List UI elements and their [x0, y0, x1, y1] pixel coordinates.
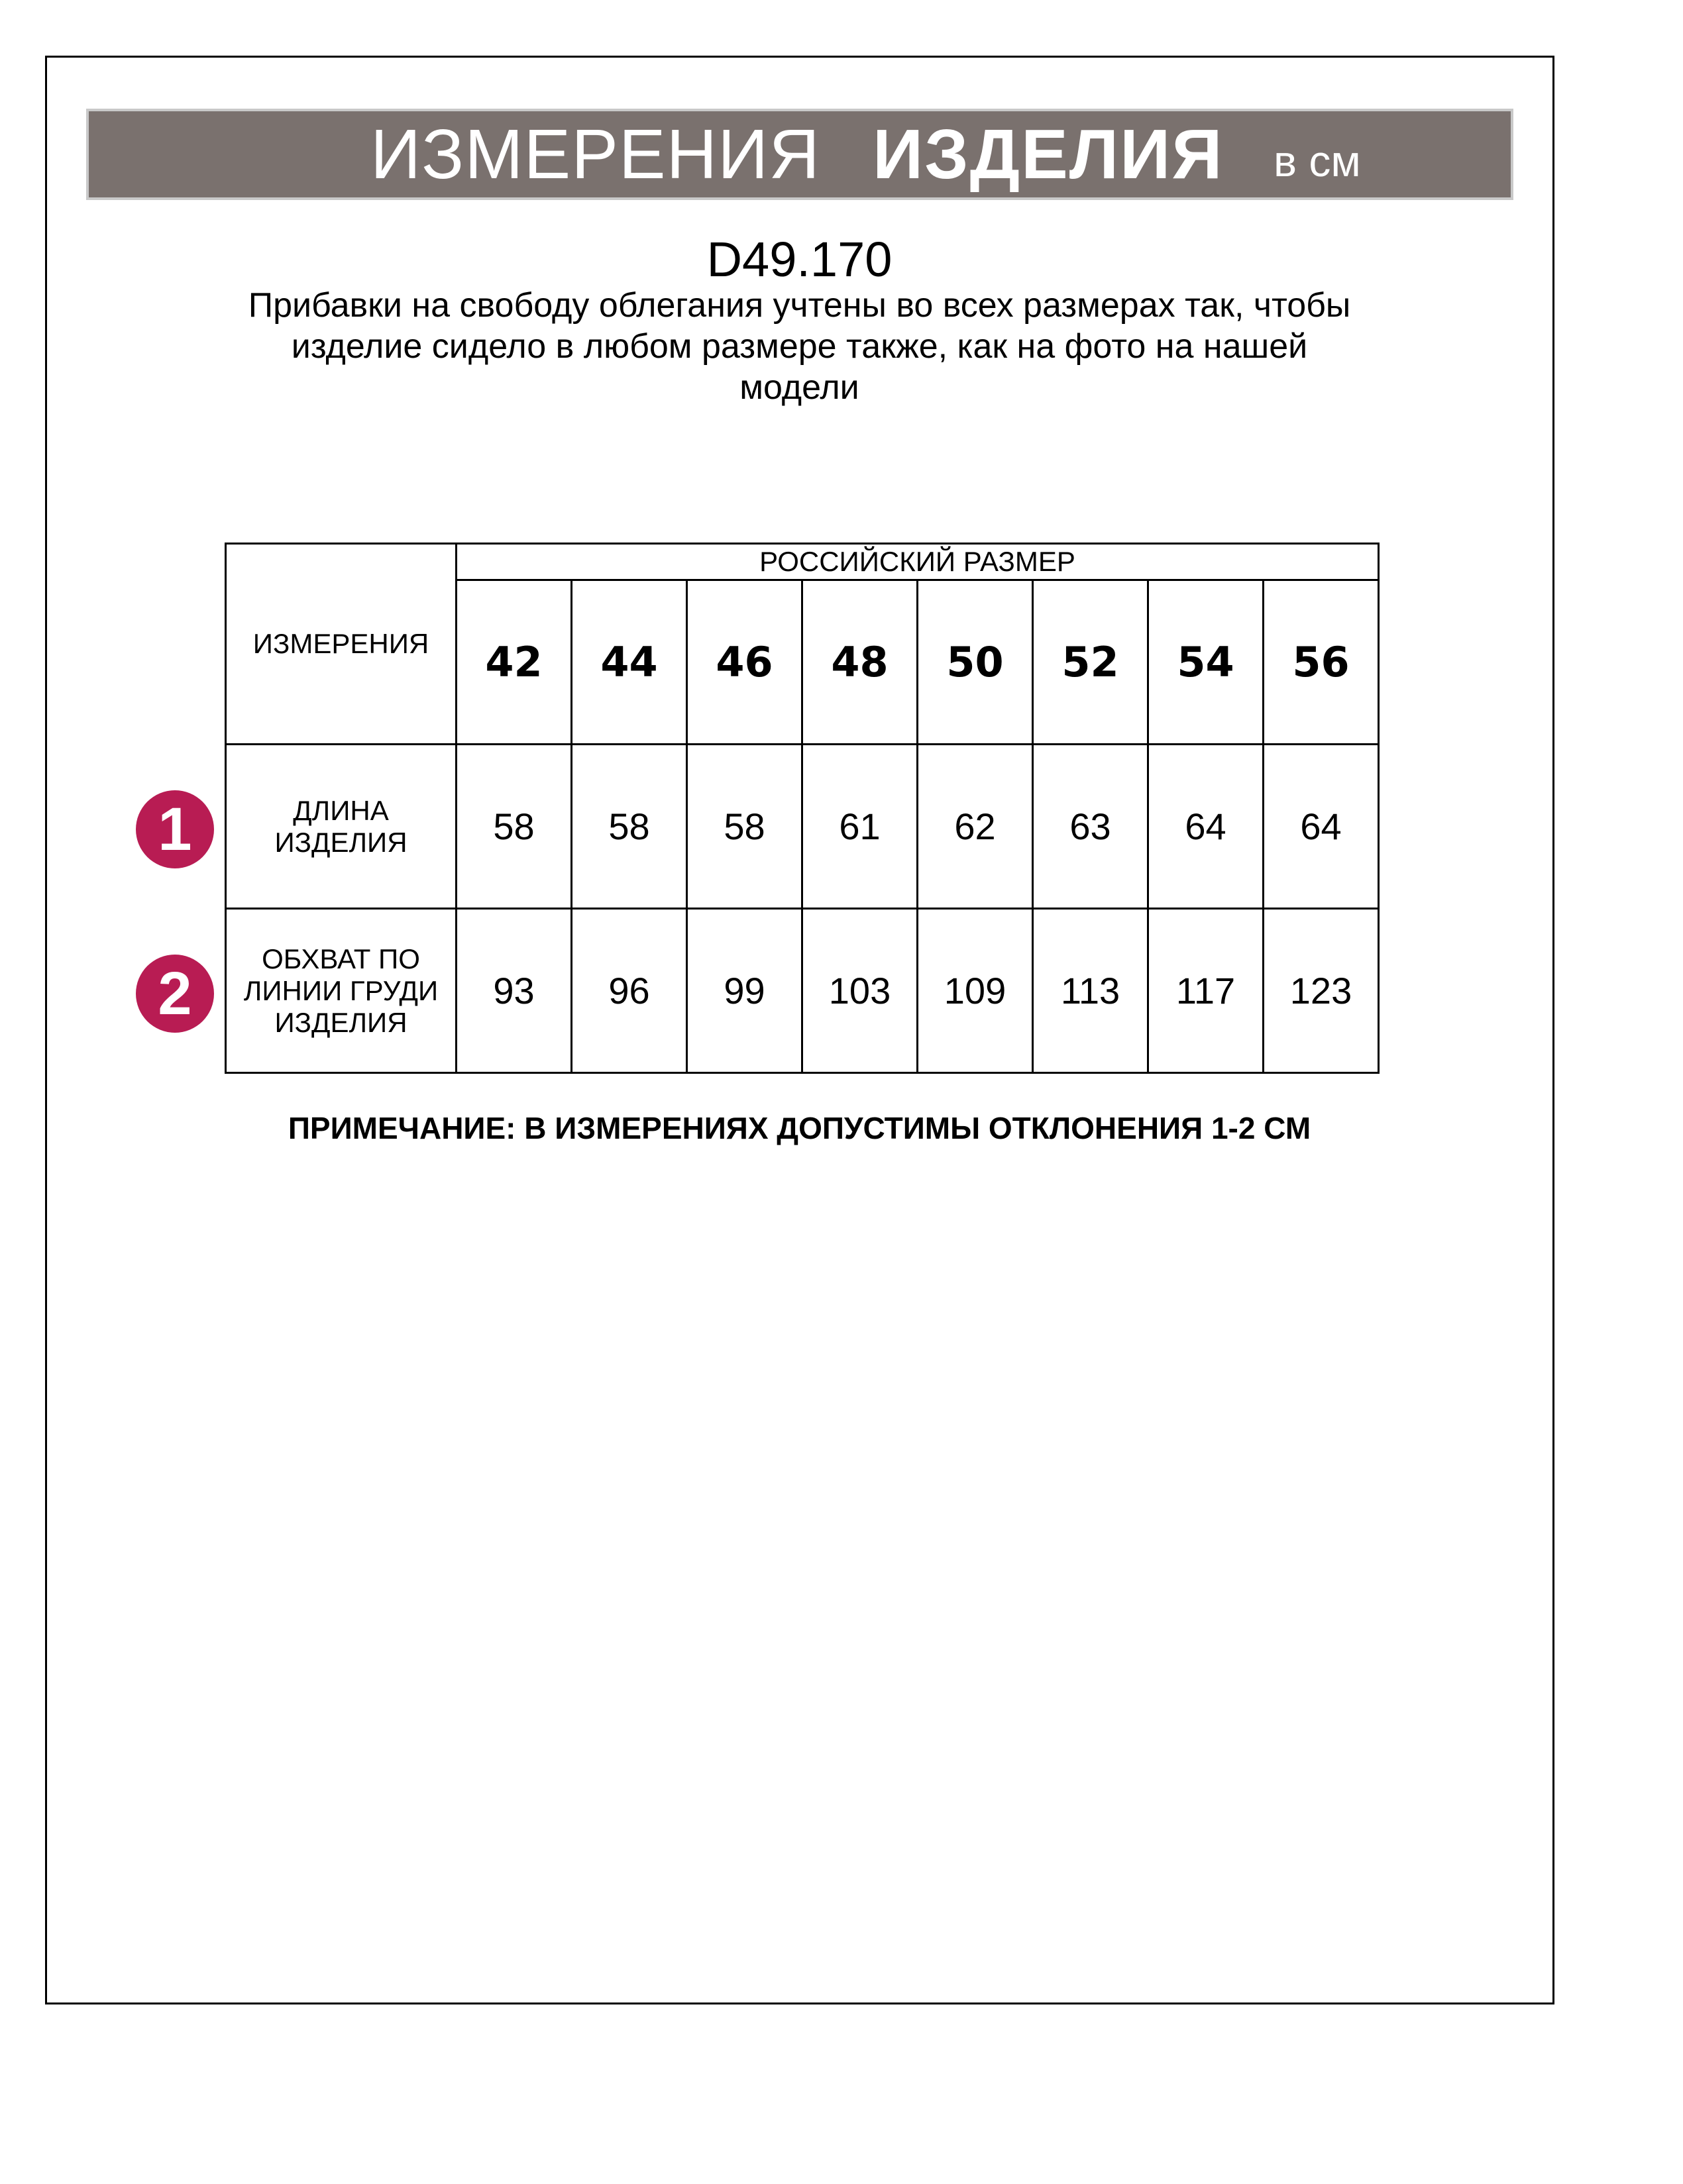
table-cell: 63 — [1033, 745, 1148, 909]
row-label-length — [226, 745, 457, 909]
table-group-header: РОССИЙСКИЙ РАЗМЕР — [457, 544, 1379, 580]
table-cell: 64 — [1264, 745, 1379, 909]
table-row-chest — [226, 909, 1379, 1073]
table-corner-label: ИЗМЕРЕНИЯ — [226, 544, 457, 745]
table-cell: 58 — [687, 745, 802, 909]
table-cell: 109 — [918, 909, 1033, 1073]
size-header: 56 — [1264, 580, 1379, 745]
table-cell: 93 — [457, 909, 572, 1073]
size-header: 54 — [1148, 580, 1264, 745]
row-label-line: ОБХВАТ ПО — [262, 943, 420, 974]
row-label-line: ИЗДЕЛИЯ — [274, 1006, 407, 1038]
table-cell: 99 — [687, 909, 802, 1073]
size-header: 50 — [918, 580, 1033, 745]
size-header: 42 — [457, 580, 572, 745]
size-header: 48 — [802, 580, 918, 745]
measure-marker-1: 1 — [136, 790, 214, 868]
banner-unit: в см — [1274, 136, 1361, 185]
size-header: 52 — [1033, 580, 1148, 745]
table-cell: 123 — [1264, 909, 1379, 1073]
table-cell: 61 — [802, 745, 918, 909]
tolerance-note: ПРИМЕЧАНИЕ: В ИЗМЕРЕНИЯХ ДОПУСТИМЫ ОТКЛОНЕНИЯ 1-2 СМ — [288, 1111, 1311, 1145]
table-cell: 96 — [572, 909, 687, 1073]
measure-marker-2: 2 — [136, 955, 214, 1033]
row-label-line: ЛИНИИ ГРУДИ — [243, 974, 439, 1006]
banner-title-product: ИЗДЕЛИЯ — [873, 115, 1224, 193]
banner-title-measurements: ИЗМЕРЕНИЯ — [370, 115, 820, 193]
row-label-line: ДЛИНА — [293, 794, 389, 826]
size-header: 46 — [687, 580, 802, 745]
description-line: Прибавки на свободу облегания учтены во всех размерах так, чтобы — [248, 286, 1351, 325]
fit-description — [199, 285, 1400, 408]
table-cell: 64 — [1148, 745, 1264, 909]
table-cell: 117 — [1148, 909, 1264, 1073]
table-cell: 58 — [572, 745, 687, 909]
size-header: 44 — [572, 580, 687, 745]
row-label-line: ИЗДЕЛИЯ — [274, 826, 407, 858]
description-line: модели — [739, 368, 859, 407]
table-cell: 113 — [1033, 909, 1148, 1073]
table-row-length — [226, 745, 1379, 909]
table-cell: 58 — [457, 745, 572, 909]
table-cell: 103 — [802, 909, 918, 1073]
row-label-chest — [226, 909, 457, 1073]
article-code: D49.170 — [706, 232, 893, 287]
table-cell: 62 — [918, 745, 1033, 909]
title-banner — [86, 109, 1513, 200]
description-line: изделие сидело в любом размере также, как на фото на нашей — [291, 327, 1308, 366]
size-table — [225, 543, 1380, 1074]
